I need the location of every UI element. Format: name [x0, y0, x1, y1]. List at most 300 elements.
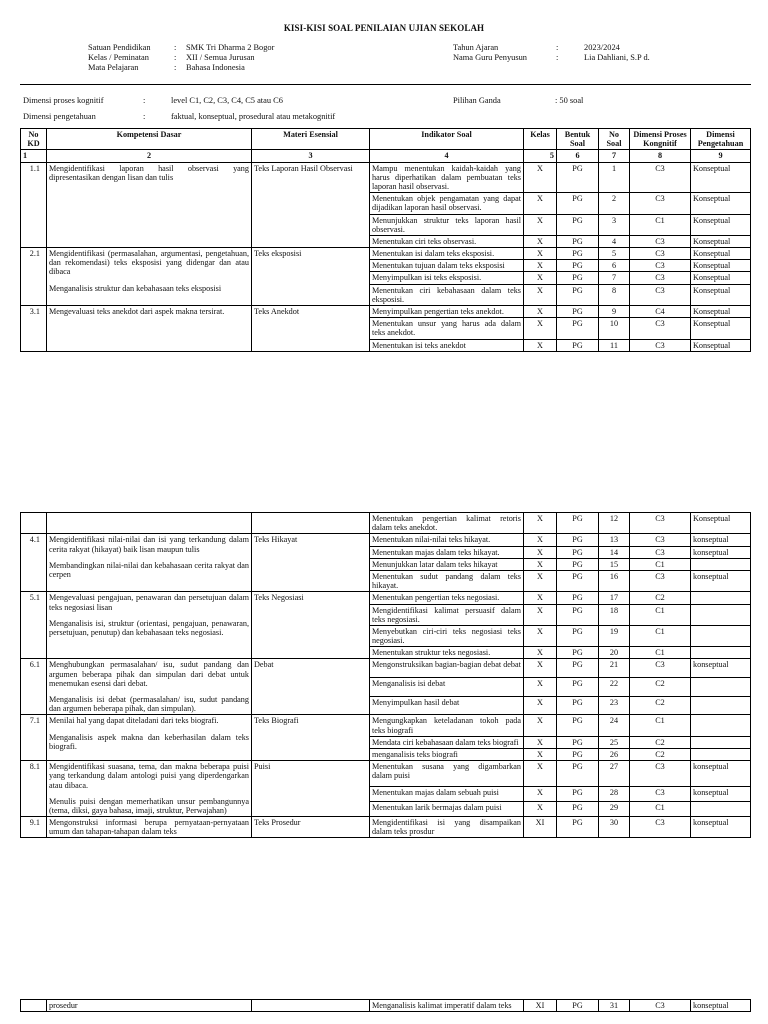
materi-esensial: Teks Biografi	[252, 715, 370, 761]
pengetahuan-cell: Konseptual	[691, 193, 751, 214]
header-row-guru	[453, 53, 650, 63]
dimensi-pengetahuan-label: Dimensi pengetahuan	[23, 112, 96, 121]
indikator-soal: Mengonstruksikan bagian-bagian debat debat	[370, 659, 524, 678]
col-header-kelas: Kelas	[524, 129, 557, 150]
header-divider	[20, 84, 751, 85]
dimensi-pengetahuan	[23, 112, 335, 121]
kelas-cell: X	[524, 272, 557, 284]
proses-kognitif-cell: C1	[630, 214, 691, 235]
pengetahuan-cell	[691, 625, 751, 646]
no-soal-cell: 28	[599, 787, 630, 802]
proses-kognitif-cell: C3	[630, 761, 691, 787]
no-soal-cell: 9	[599, 306, 630, 318]
bentuk-soal-cell: PG	[557, 659, 599, 678]
bentuk-soal-cell: PG	[557, 570, 599, 591]
pengetahuan-cell: konseptual	[691, 570, 751, 591]
pengetahuan-cell: Konseptual	[691, 339, 751, 351]
kd-paragraph: Membandingkan nilai-nilai dan kebahasaan cerita rakyat dan cerpen	[49, 560, 249, 579]
document-title: KISI-KISI SOAL PENILAIAN UJIAN SEKOLAH	[283, 23, 485, 33]
kelas-cell: X	[524, 546, 557, 558]
materi-esensial	[252, 1000, 370, 1012]
pengetahuan-cell	[691, 604, 751, 625]
materi-esensial: Teks Hikayat	[252, 534, 370, 592]
header-value: 2023/2024	[584, 43, 620, 52]
bentuk-soal-cell: PG	[557, 802, 599, 817]
bentuk-soal-cell: PG	[557, 696, 599, 715]
kd-paragraph: Menganalisis isi, struktur (orientasi, pengajuan, penawaran, persetujuan, penutup) dan kebahasaan teks negosiasi.	[49, 618, 249, 637]
col-number: 2	[47, 150, 252, 162]
col-number: 7	[599, 150, 630, 162]
header-value: Lia Dahliani, S.P d.	[584, 53, 650, 62]
bentuk-soal-cell: PG	[557, 534, 599, 546]
no-soal-cell: 12	[599, 513, 630, 534]
kelas-cell: X	[524, 647, 557, 659]
kd-number: 2.1	[21, 248, 47, 306]
dimensi-pengetahuan-colon: :	[143, 112, 146, 121]
proses-kognitif-cell: C3	[630, 513, 691, 534]
header-right	[453, 43, 650, 63]
kelas-cell: X	[524, 318, 557, 339]
table-row	[21, 248, 751, 260]
proses-kognitif-cell: C3	[630, 193, 691, 214]
bentuk-soal-cell: PG	[557, 625, 599, 646]
pengetahuan-cell	[691, 802, 751, 817]
no-soal-cell: 20	[599, 647, 630, 659]
kd-paragraph: Mengonstruksi informasi berupa pernyataan-pernyataan umum dan tahapan-tahapan dalam teks	[49, 818, 249, 837]
proses-kognitif-cell: C1	[630, 604, 691, 625]
proses-kognitif-cell: C3	[630, 546, 691, 558]
kd-paragraph: Mengidentifikasi suasana, tema, dan makna beberapa puisi yang terkandung dalam antologi puisi yang diperdengarkan atau dibaca.	[49, 762, 249, 790]
pengetahuan-cell	[691, 558, 751, 570]
pilihan-ganda-label: Pilihan Ganda	[453, 96, 501, 105]
kd-number: 5.1	[21, 592, 47, 659]
materi-esensial: Teks Laporan Hasil Observasi	[252, 162, 370, 248]
no-soal-cell: 4	[599, 235, 630, 247]
bentuk-soal-cell: PG	[557, 787, 599, 802]
kelas-cell: X	[524, 306, 557, 318]
kd-number: 3.1	[21, 306, 47, 352]
no-soal-cell: 16	[599, 570, 630, 591]
no-soal-cell: 1	[599, 162, 630, 193]
no-soal-cell: 11	[599, 339, 630, 351]
no-soal-cell: 21	[599, 659, 630, 678]
col-number: 4	[370, 150, 524, 162]
col-header-kd: Kompetensi Dasar	[47, 129, 252, 150]
kd-paragraph: Mengevaluasi teks anekdot dari aspek makna tersirat.	[49, 307, 225, 316]
kelas-cell: X	[524, 339, 557, 351]
bentuk-soal-cell: PG	[557, 817, 599, 838]
pilihan-ganda-value: : 50 soal	[555, 96, 584, 105]
pengetahuan-cell: Konseptual	[691, 306, 751, 318]
kd-paragraph: Menganalisis aspek makna dan keberhasilan dalam teks biografi.	[49, 732, 249, 751]
materi-esensial: Debat	[252, 659, 370, 715]
dimensi-proses-label: Dimensi proses kognitif	[23, 96, 104, 105]
table-row	[21, 162, 751, 193]
col-header-proses: Dimensi Proses Kongnitif	[630, 129, 691, 150]
header-value: SMK Tri Dharma 2 Bogor	[186, 43, 275, 52]
bentuk-soal-cell: PG	[557, 513, 599, 534]
pengetahuan-cell: Konseptual	[691, 260, 751, 272]
kd-number: 8.1	[21, 761, 47, 817]
kompetensi-dasar	[47, 817, 252, 838]
materi-esensial: Teks Prosedur	[252, 817, 370, 838]
table-row	[21, 592, 751, 604]
kd-paragraph: prosedur	[49, 1001, 78, 1010]
kompetensi-dasar	[47, 659, 252, 715]
no-soal-cell: 19	[599, 625, 630, 646]
indikator-soal: Menentukan ciri kebahasaan dalam teks eksposisi.	[370, 284, 524, 305]
dimensi-proses-value: level C1, C2, C3, C4, C5 atau C6	[171, 96, 283, 105]
pengetahuan-cell: konseptual	[691, 817, 751, 838]
proses-kognitif-cell: C1	[630, 715, 691, 736]
kelas-cell: XI	[524, 1000, 557, 1012]
kd-paragraph: Menghubungkan permasalahan/ isu, sudut pandang dan argumen beberapa pihak dan simpulan dari debat untuk menemukan esensi dari debat.	[49, 660, 249, 688]
table-row	[21, 715, 751, 736]
kelas-cell: X	[524, 659, 557, 678]
pengetahuan-cell: Konseptual	[691, 235, 751, 247]
col-number: 5	[524, 150, 557, 162]
kelas-cell: X	[524, 802, 557, 817]
proses-kognitif-cell: C3	[630, 659, 691, 678]
pengetahuan-cell: konseptual	[691, 787, 751, 802]
indikator-soal: Menentukan tujuan dalam teks eksposisi	[370, 260, 524, 272]
proses-kognitif-cell: C3	[630, 235, 691, 247]
kd-paragraph: Mengidentifikasi (permasalahan, argumentasi, pengetahuan, dan rekomendasi) teks eksposisi yang didengar dan atau dibaca	[49, 249, 249, 277]
no-soal-cell: 10	[599, 318, 630, 339]
kelas-cell: X	[524, 193, 557, 214]
kelas-cell: X	[524, 162, 557, 193]
kd-number: 6.1	[21, 659, 47, 715]
kelas-cell: X	[524, 534, 557, 546]
materi-esensial: Teks eksposisi	[252, 248, 370, 306]
no-soal-cell: 13	[599, 534, 630, 546]
proses-kognitif-cell: C3	[630, 570, 691, 591]
indikator-soal: Menganalisis isi debat	[370, 678, 524, 697]
indikator-soal: Menganalisis kalimat imperatif dalam teks	[370, 1000, 524, 1012]
materi-esensial: Teks Negosiasi	[252, 592, 370, 659]
pilihan-ganda	[453, 96, 583, 105]
header-colon: :	[556, 53, 559, 62]
no-soal-cell: 7	[599, 272, 630, 284]
kelas-cell: X	[524, 696, 557, 715]
dimensi-proses-colon: :	[143, 96, 146, 105]
no-soal-cell: 25	[599, 736, 630, 748]
no-soal-cell: 15	[599, 558, 630, 570]
indikator-soal: Menentukan struktur teks negosiasi.	[370, 647, 524, 659]
kelas-cell: X	[524, 284, 557, 305]
kelas-cell: X	[524, 604, 557, 625]
kelas-cell: X	[524, 748, 557, 760]
no-soal-cell: 14	[599, 546, 630, 558]
pengetahuan-cell: Konseptual	[691, 513, 751, 534]
table-row	[21, 1000, 751, 1012]
no-soal-cell: 24	[599, 715, 630, 736]
col-number: 6	[557, 150, 599, 162]
pengetahuan-cell: Konseptual	[691, 248, 751, 260]
pengetahuan-cell	[691, 647, 751, 659]
table-row	[21, 513, 751, 534]
kelas-cell: X	[524, 625, 557, 646]
kd-number: 9.1	[21, 817, 47, 838]
col-header-indikator: Indikator Soal	[370, 129, 524, 150]
kelas-cell: X	[524, 570, 557, 591]
bentuk-soal-cell: PG	[557, 647, 599, 659]
kd-number: 1.1	[21, 162, 47, 248]
bentuk-soal-cell: PG	[557, 260, 599, 272]
no-soal-cell: 17	[599, 592, 630, 604]
header-row-satuan	[88, 43, 274, 53]
col-number: 8	[630, 150, 691, 162]
no-soal-cell: 5	[599, 248, 630, 260]
pengetahuan-cell	[691, 748, 751, 760]
header-label: Mata Pelajaran	[88, 63, 139, 72]
kelas-cell: X	[524, 761, 557, 787]
proses-kognitif-cell: C3	[630, 260, 691, 272]
kompetensi-dasar	[47, 162, 252, 248]
bentuk-soal-cell: PG	[557, 235, 599, 247]
indikator-soal: Menentukan pengertian teks negosiasi.	[370, 592, 524, 604]
indikator-soal: Menyimpulkan isi teks eksposisi.	[370, 272, 524, 284]
bentuk-soal-cell: PG	[557, 214, 599, 235]
kelas-cell: X	[524, 592, 557, 604]
kelas-cell: X	[524, 248, 557, 260]
bentuk-soal-cell: PG	[557, 546, 599, 558]
bentuk-soal-cell: PG	[557, 162, 599, 193]
materi-esensial: Puisi	[252, 761, 370, 817]
kompetensi-dasar	[47, 592, 252, 659]
indikator-soal: Mengungkapkan keteladanan tokoh pada teks biografi	[370, 715, 524, 736]
col-header-no-kd: No KD	[21, 129, 47, 150]
col-header-bentuk: Bentuk Soal	[557, 129, 599, 150]
kd-paragraph: Menulis puisi dengan memerhatikan unsur pembangunnya (tema, diksi, gaya bahasa, imaji, struktur, Perwajahan)	[49, 796, 249, 815]
no-soal-cell: 29	[599, 802, 630, 817]
col-header-materi: Materi Esensial	[252, 129, 370, 150]
kelas-cell: X	[524, 736, 557, 748]
header-label: Satuan Pendidikan	[88, 43, 151, 52]
bentuk-soal-cell: PG	[557, 678, 599, 697]
pengetahuan-cell: Konseptual	[691, 162, 751, 193]
no-soal-cell: 3	[599, 214, 630, 235]
kd-number	[21, 1000, 47, 1012]
kelas-cell: X	[524, 513, 557, 534]
kompetensi-dasar	[47, 715, 252, 761]
header-colon: :	[556, 43, 559, 52]
proses-kognitif-cell: C2	[630, 678, 691, 697]
proses-kognitif-cell: C3	[630, 284, 691, 305]
kd-number: 4.1	[21, 534, 47, 592]
bentuk-soal-cell: PG	[557, 715, 599, 736]
bentuk-soal-cell: PG	[557, 339, 599, 351]
col-header-pengetahuan: Dimensi Pengetahuan	[691, 129, 751, 150]
bentuk-soal-cell: PG	[557, 248, 599, 260]
indikator-soal: Menentukan nilai-nilai teks hikayat.	[370, 534, 524, 546]
header-colon: :	[174, 53, 177, 62]
materi-esensial	[252, 513, 370, 534]
indikator-soal: Menentukan pengertian kalimat retoris dalam teks anekdot.	[370, 513, 524, 534]
proses-kognitif-cell: C1	[630, 802, 691, 817]
bentuk-soal-cell: PG	[557, 272, 599, 284]
pengetahuan-cell: konseptual	[691, 546, 751, 558]
indikator-soal: Mengidentifikasi kalimat persuasif dalam teks negosiasi.	[370, 604, 524, 625]
proses-kognitif-cell: C4	[630, 306, 691, 318]
table-header-row	[21, 129, 751, 150]
pengetahuan-cell: Konseptual	[691, 272, 751, 284]
bentuk-soal-cell: PG	[557, 604, 599, 625]
header-label: Kelas / Peminatan	[88, 53, 149, 62]
indikator-soal: Mengidentifikasi isi yang disampaikan dalam teks prosdur	[370, 817, 524, 838]
col-number: 3	[252, 150, 370, 162]
proses-kognitif-cell: C3	[630, 318, 691, 339]
pengetahuan-cell	[691, 678, 751, 697]
table-row	[21, 761, 751, 787]
header-left	[88, 43, 274, 73]
kd-number	[21, 513, 47, 534]
table-row	[21, 534, 751, 546]
pengetahuan-cell: Konseptual	[691, 214, 751, 235]
kompetensi-dasar	[47, 534, 252, 592]
indikator-soal: Mendata ciri kebahasaan dalam teks biografi	[370, 736, 524, 748]
header-colon: :	[174, 43, 177, 52]
no-soal-cell: 2	[599, 193, 630, 214]
proses-kognitif-cell: C2	[630, 736, 691, 748]
indikator-soal: Menyebutkan ciri-ciri teks negosiasi teks negosiasi.	[370, 625, 524, 646]
header-row-tahun	[453, 43, 650, 53]
proses-kognitif-cell: C1	[630, 625, 691, 646]
no-soal-cell: 30	[599, 817, 630, 838]
kd-paragraph: Mengevaluasi pengajuan, penawaran dan persetujuan dalam teks negosiasi lisan	[49, 593, 249, 612]
header-value: Bahasa Indonesia	[186, 63, 245, 72]
materi-esensial: Teks Anekdot	[252, 306, 370, 352]
kelas-cell: X	[524, 678, 557, 697]
header-row-kelas	[88, 53, 274, 63]
bentuk-soal-cell: PG	[557, 592, 599, 604]
proses-kognitif-cell: C3	[630, 817, 691, 838]
proses-kognitif-cell: C3	[630, 272, 691, 284]
indikator-soal: Menentukan majas dalam teks hikayat.	[370, 546, 524, 558]
indikator-soal: Menentukan isi teks anekdot	[370, 339, 524, 351]
kompetensi-dasar	[47, 248, 252, 306]
kompetensi-dasar	[47, 513, 252, 534]
kelas-cell: X	[524, 214, 557, 235]
proses-kognitif-cell: C3	[630, 787, 691, 802]
kelas-cell: X	[524, 715, 557, 736]
pengetahuan-cell: konseptual	[691, 659, 751, 678]
pengetahuan-cell	[691, 715, 751, 736]
col-header-no-soal: No Soal	[599, 129, 630, 150]
dimensi-proses	[23, 96, 283, 105]
no-soal-cell: 26	[599, 748, 630, 760]
table-row	[21, 817, 751, 838]
pengetahuan-cell: konseptual	[691, 1000, 751, 1012]
no-soal-cell: 6	[599, 260, 630, 272]
no-soal-cell: 31	[599, 1000, 630, 1012]
bentuk-soal-cell: PG	[557, 558, 599, 570]
pengetahuan-cell: konseptual	[691, 534, 751, 546]
pengetahuan-cell: konseptual	[691, 761, 751, 787]
kompetensi-dasar	[47, 306, 252, 352]
bentuk-soal-cell: PG	[557, 761, 599, 787]
kd-paragraph: Menilai hal yang dapat diteladani dari teks biografi.	[49, 716, 219, 726]
proses-kognitif-cell: C1	[630, 558, 691, 570]
header-label: Nama Guru Penyusun	[453, 53, 527, 62]
proses-kognitif-cell: C1	[630, 647, 691, 659]
proses-kognitif-cell: C2	[630, 592, 691, 604]
bentuk-soal-cell: PG	[557, 748, 599, 760]
indikator-soal: Menentukan unsur yang harus ada dalam teks anekdot.	[370, 318, 524, 339]
indikator-soal: menganalisis teks biografi	[370, 748, 524, 760]
indikator-soal: Menentukan objek pengamatan yang dapat dijadikan laporan hasil observasi.	[370, 193, 524, 214]
header-value: XII / Semua Jurusan	[186, 53, 255, 62]
kelas-cell: XI	[524, 817, 557, 838]
header-colon: :	[174, 63, 177, 72]
pengetahuan-cell	[691, 736, 751, 748]
table-row	[21, 306, 751, 318]
col-number: 1	[21, 150, 47, 162]
bentuk-soal-cell: PG	[557, 193, 599, 214]
kd-paragraph: Mengidentifikasi laporan hasil observasi yang dipresentasikan dengan lisan dan tulis	[49, 163, 249, 182]
kisi-table-page-3	[20, 999, 751, 1012]
kelas-cell: X	[524, 260, 557, 272]
indikator-soal: Mampu menentukan kaidah-kaidah yang harus diperhatikan dalam pembuatan teks laporan hasil observasi.	[370, 162, 524, 193]
proses-kognitif-cell: C2	[630, 748, 691, 760]
indikator-soal: Menentukan susana yang digambarkan dalam puisi	[370, 761, 524, 787]
bentuk-soal-cell: PG	[557, 306, 599, 318]
kelas-cell: X	[524, 235, 557, 247]
bentuk-soal-cell: PG	[557, 318, 599, 339]
bentuk-soal-cell: PG	[557, 284, 599, 305]
indikator-soal: Menentukan isi dalam teks eksposisi.	[370, 248, 524, 260]
col-number: 9	[691, 150, 751, 162]
kd-paragraph: Menganalisis isi debat (permasalahan/ isu, sudut pandang dan argumen beberapa pihak, dan simpulan).	[49, 695, 249, 714]
kisi-table-page-1	[20, 128, 751, 352]
no-soal-cell: 23	[599, 696, 630, 715]
indikator-soal: Menyimpulkan hasil debat	[370, 696, 524, 715]
proses-kognitif-cell: C3	[630, 339, 691, 351]
kompetensi-dasar	[47, 1000, 252, 1012]
bentuk-soal-cell: PG	[557, 1000, 599, 1012]
indikator-soal: Menentukan majas dalam sebuah puisi	[370, 787, 524, 802]
kompetensi-dasar	[47, 761, 252, 817]
pengetahuan-cell: Konseptual	[691, 318, 751, 339]
indikator-soal: Menentukan sudut pandang dalam teks hikayat.	[370, 570, 524, 591]
dimensi-pengetahuan-value: faktual, konseptual, prosedural atau metakognitif	[171, 112, 336, 121]
header-label: Tahun Ajaran	[453, 43, 499, 52]
kd-paragraph: Menganalisis struktur dan kebahasaan teks eksposisi	[49, 283, 222, 293]
proses-kognitif-cell: C3	[630, 162, 691, 193]
proses-kognitif-cell: C3	[630, 1000, 691, 1012]
pengetahuan-cell	[691, 592, 751, 604]
table-row	[21, 659, 751, 678]
no-soal-cell: 27	[599, 761, 630, 787]
indikator-soal: Menunjukkan latar dalam teks hikayat	[370, 558, 524, 570]
pengetahuan-cell	[691, 696, 751, 715]
no-soal-cell: 22	[599, 678, 630, 697]
column-number-row	[21, 150, 751, 162]
no-soal-cell: 18	[599, 604, 630, 625]
indikator-soal: Menentukan larik bermajas dalam puisi	[370, 802, 524, 817]
indikator-soal: Menentukan ciri teks observasi.	[370, 235, 524, 247]
kisi-table-page-2	[20, 512, 751, 838]
indikator-soal: Menunjukkan struktur teks laporan hasil observasi.	[370, 214, 524, 235]
proses-kognitif-cell: C2	[630, 696, 691, 715]
kd-number: 7.1	[21, 715, 47, 761]
no-soal-cell: 8	[599, 284, 630, 305]
kelas-cell: X	[524, 787, 557, 802]
header-row-mapel	[88, 63, 274, 73]
indikator-soal: Menyimpulkan pengertian teks anekdot.	[370, 306, 524, 318]
proses-kognitif-cell: C3	[630, 248, 691, 260]
proses-kognitif-cell: C3	[630, 534, 691, 546]
